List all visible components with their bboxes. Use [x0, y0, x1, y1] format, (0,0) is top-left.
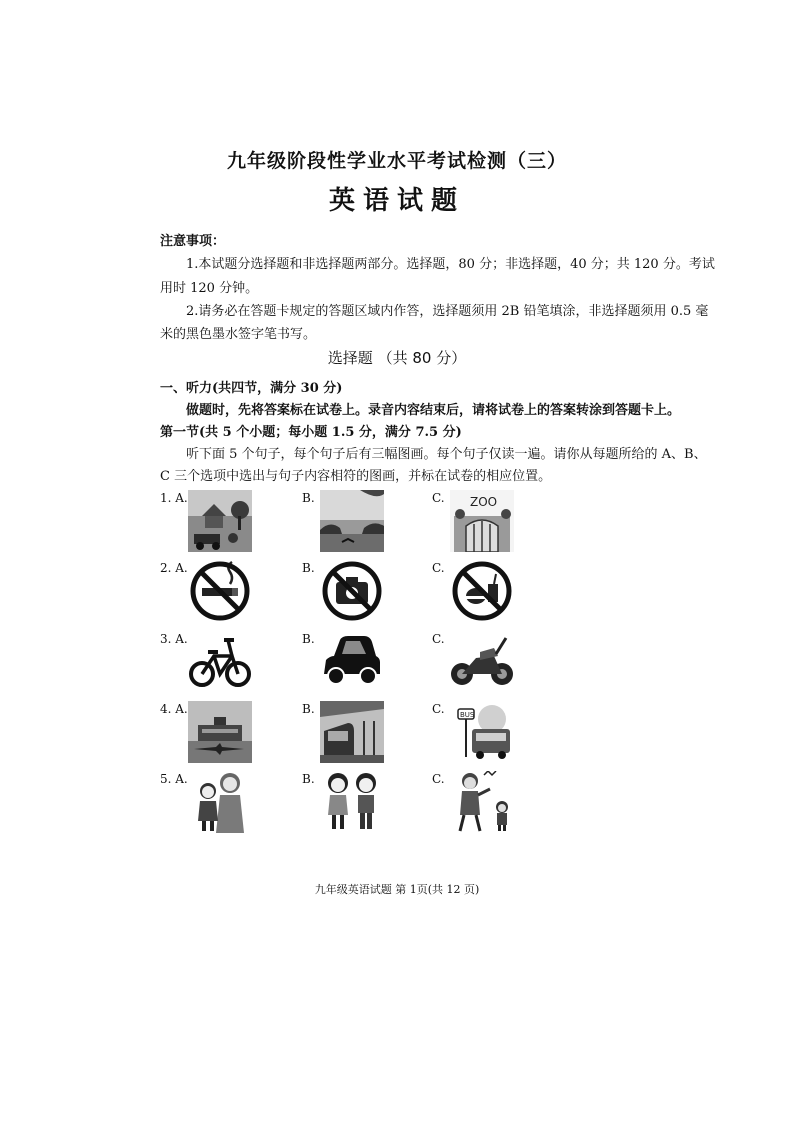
angry-teacher-picture [450, 771, 514, 833]
note-item-1-line-1: 1.本试题分选择题和非选择题两部分。选择题，80 分；非选择题，40 分；共 120 分。考试 [186, 257, 715, 272]
question-5-option-c-label: C. [432, 772, 445, 786]
subsection-1-instruction-line-2: C 三个选项中选出与句子内容相符的图画，并标在试卷的相应位置。 [160, 469, 552, 484]
question-3-option-a-label: 3. A. [160, 632, 188, 646]
car-icon [320, 630, 384, 692]
zoo-sign-text: ZOO [470, 495, 498, 509]
zoo-picture [450, 490, 514, 552]
note-item-2-line-1: 2.请务必在答题卡规定的答题区域内作答，选择题须用 2B 铅笔填涂，非选择题须用 0.5 毫 [186, 304, 709, 319]
part-1-instruction: 做题时，先将答案标在试卷上。录音内容结束后，请将试卷上的答案转涂到答题卡上。 [186, 403, 681, 418]
beach-picture [320, 490, 384, 552]
question-2-option-b-label: B. [302, 561, 315, 575]
note-item-2-line-2: 米的黑色墨水签字笔书写。 [160, 327, 317, 342]
park-picture [188, 490, 252, 552]
exam-title: 九年级阶段性学业水平考试检测（三） [226, 150, 567, 172]
bus-sign-text: BUS [460, 711, 475, 719]
notes-heading: 注意事项： [160, 234, 226, 249]
question-5-option-b-label: B. [302, 772, 315, 786]
two-children-picture [320, 771, 384, 833]
note-item-1-line-2: 用时 120 分钟。 [160, 281, 259, 296]
train-station-picture [320, 701, 384, 763]
question-1-option-a-label: 1. A. [160, 491, 188, 505]
bus-stop-picture [450, 701, 514, 763]
question-1-option-c-label: C. [432, 491, 445, 505]
no-photography-icon [320, 560, 384, 622]
question-3-option-b-label: B. [302, 632, 315, 646]
subject-title: 英语试题 [328, 186, 465, 216]
question-4-option-b-label: B. [302, 702, 315, 716]
motorcycle-icon [450, 630, 514, 692]
question-4-option-c-label: C. [432, 702, 445, 716]
question-5-option-a-label: 5. A. [160, 772, 188, 786]
subsection-1-heading: 第一节(共 5 个小题；每小题 1.5 分，满分 7.5 分) [160, 425, 462, 440]
subsection-1-instruction-line-1: 听下面 5 个句子，每个句子后有三幅图画。每个句子仅读一遍。请你从每题所给的 A、B、 [186, 447, 707, 462]
mother-and-child-picture [188, 771, 252, 833]
question-2-option-c-label: C. [432, 561, 445, 575]
question-1-option-b-label: B. [302, 491, 315, 505]
no-food-icon [450, 560, 514, 622]
question-4-option-a-label: 4. A. [160, 702, 188, 716]
question-3-option-c-label: C. [432, 632, 445, 646]
section-title: 选择题 （共 80 分） [327, 349, 467, 367]
question-2-option-a-label: 2. A. [160, 561, 188, 575]
part-1-heading: 一、听力(共四节，满分 30 分) [160, 381, 343, 396]
bicycle-icon [188, 630, 252, 692]
no-smoking-icon [188, 560, 252, 622]
airport-picture [188, 701, 252, 763]
page-footer: 九年级英语试题 第 1页(共 12 页) [314, 883, 480, 896]
